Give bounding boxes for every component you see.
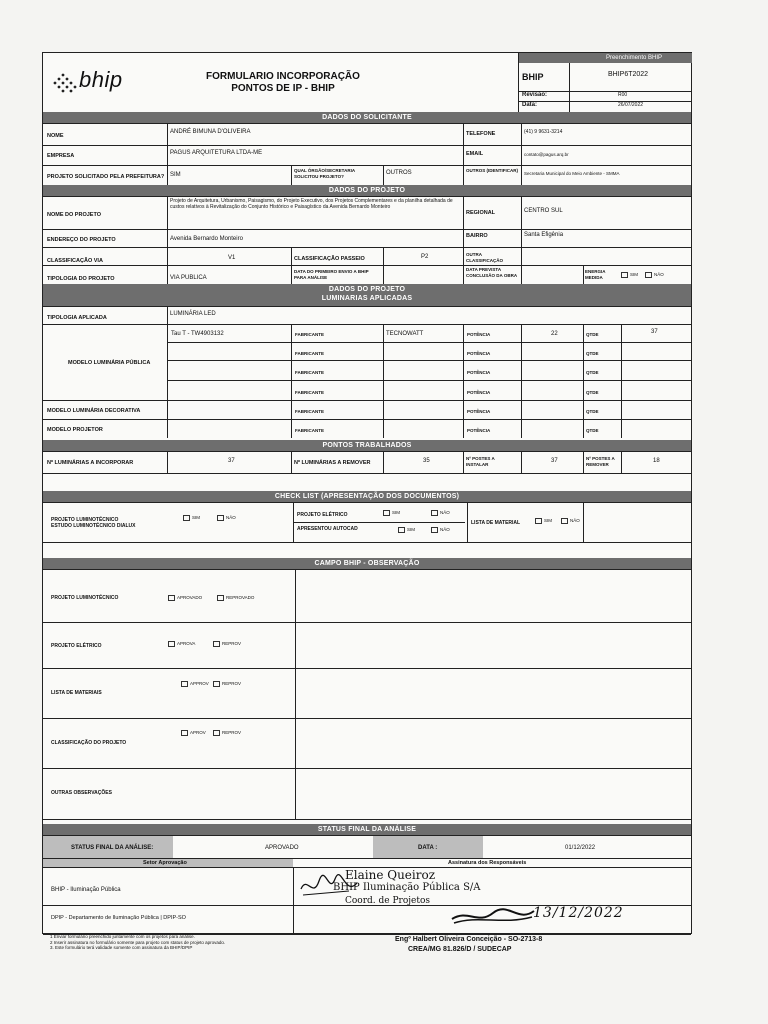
check-material-sim-box[interactable] <box>535 518 542 524</box>
stamp-halbert-crea: CREA/MG 81.826/D / SUDECAP <box>408 946 512 953</box>
instalar-value: 37 <box>551 458 558 464</box>
check-material-nao[interactable]: NÃO <box>561 518 580 524</box>
qtde-label-6: QTDE <box>586 428 599 433</box>
fab-label-6: FABRICANTE <box>295 428 324 433</box>
status-value: APROVADO <box>265 845 299 851</box>
form-sheet <box>42 52 692 934</box>
modelo-publica-label: MODELO LUMINÁRIA PÚBLICA <box>68 360 151 366</box>
qtde-label-5: QTDE <box>586 409 599 414</box>
fab-label-4: FABRICANTE <box>295 390 324 395</box>
check-lumino-nao-box[interactable] <box>217 515 224 521</box>
empresa-label: EMPRESA <box>47 153 75 159</box>
check-eletrico-sim[interactable]: SIM <box>383 510 400 516</box>
campo-materiais-approv-box[interactable] <box>181 681 188 687</box>
energia-sim-checkbox[interactable] <box>621 272 628 278</box>
campo-materiais-reprov-box[interactable] <box>213 681 220 687</box>
fab-label-3: FABRICANTE <box>295 370 324 375</box>
endereco-value: Avenida Bernardo Monteiro <box>170 236 243 242</box>
energia-nao-checkbox[interactable] <box>645 272 652 278</box>
check-lumino-label: PROJETO LUMINOTÉCNICO <box>51 517 119 523</box>
footnote-2: 2 Inserir assinatura no formulário somente para projeto com status de projeto aprovado. <box>50 939 226 945</box>
passeio-value: P2 <box>421 254 429 260</box>
row1-qtde: 37 <box>651 329 658 335</box>
incorporar-value: 37 <box>228 458 235 464</box>
check-material-label: LISTA DE MATERIAL <box>471 520 521 526</box>
via-value: V1 <box>228 255 236 261</box>
check-material-nao-box[interactable] <box>561 518 568 524</box>
row1-modelo: Tau T - TW4903132 <box>171 331 224 337</box>
campo-materiais-approv[interactable]: APPROV <box>181 681 209 687</box>
campo-eletrico-reprov[interactable]: REPROV <box>213 641 241 647</box>
row1-fabricante: TECNOWATT <box>386 331 424 337</box>
signature-halbert <box>448 905 538 927</box>
section-luminarias: DADOS DO PROJETO LUMINARIAS APLICADAS <box>43 284 691 306</box>
logo-text: bhip <box>79 67 123 92</box>
status-label: STATUS FINAL DA ANÁLISE: <box>71 845 154 851</box>
title-line-1: FORMULARIO INCORPORAÇÃO <box>206 71 360 82</box>
projeto-nome-label: NOME DO PROJETO <box>47 212 101 218</box>
campo-lumino-reprovado[interactable]: REPROVADO <box>217 595 254 601</box>
tipologia-value: VIA PUBLICA <box>170 275 207 281</box>
passeio-label: CLASSIFICAÇÃO PASSEIO <box>294 256 365 262</box>
check-material-sim[interactable]: SIM <box>535 518 552 524</box>
preenchimento-header: Preenchimento BHIP <box>519 53 692 63</box>
campo-classificacao-label: CLASSIFICAÇÃO DO PROJETO <box>51 740 127 746</box>
incorporar-label: Nº LUMINÁRIAS A INCORPORAR <box>47 460 134 466</box>
regional-value: CENTRO SUL <box>524 208 563 214</box>
footnotes <box>50 934 225 951</box>
check-autocad-label: APRESENTOU AUTOCAD <box>297 526 358 532</box>
check-autocad-sim-box[interactable] <box>398 527 405 533</box>
pot-label-4: POTÊNCIA <box>467 390 491 395</box>
stamp-elaine-role: Coord. de Projetos <box>345 896 431 906</box>
qtde-label-4: QTDE <box>586 390 599 395</box>
orgao-value: OUTROS <box>386 170 412 176</box>
campo-classificacao-aprov[interactable]: APROV <box>181 730 206 736</box>
check-estudo-label: ESTUDO LUMINOTÉCNICO DIALUX <box>51 523 136 529</box>
campo-classificacao-reprov[interactable]: REPROV <box>213 730 241 736</box>
assinatura-label: Assinatura dos Responsáveis <box>448 860 527 866</box>
status-data-label: DATA : <box>418 845 438 851</box>
code-label: BHIP <box>522 72 544 82</box>
section-solicitante: DADOS DO SOLICITANTE <box>43 112 691 123</box>
campo-eletrico-label: PROJETO ELÉTRICO <box>51 643 102 649</box>
row1-potencia: 22 <box>551 331 558 337</box>
pot-label-1: POTÊNCIA <box>467 332 491 337</box>
projeto-nome-value: Projeto de Arquitetura, Urbanismo, Paisagismo, do Projeto Executivo, dos Projetos Complementares e da planilha detalhada de custos relativos à Revitalização do Conjunto Histórico e Paisagístico da Avenida Bernardo Monteiro <box>170 198 453 210</box>
instalar-label: Nº POSTES A INSTALAR <box>466 456 495 467</box>
campo-lumino-reprovado-box[interactable] <box>217 595 224 601</box>
campo-classificacao-reprov-box[interactable] <box>213 730 220 736</box>
fab-label-5: FABRICANTE <box>295 409 324 414</box>
nome-label: NOME <box>47 133 64 139</box>
data-value: 26/07/2022 <box>618 102 644 108</box>
bairro-value: Santa Efigênia <box>524 232 564 238</box>
via-label: CLASSIFICAÇÃO VIA <box>47 258 103 264</box>
energia-label: ENERGIA MEDIDA <box>585 269 606 280</box>
check-autocad-nao-box[interactable] <box>431 527 438 533</box>
check-eletrico-nao[interactable]: NÃO <box>431 510 450 516</box>
section-status: STATUS FINAL DA ANÁLISE <box>43 824 691 835</box>
tipologia-aplicada-label: TIPOLOGIA APLICADA <box>47 315 107 321</box>
qtde-label-3: QTDE <box>586 370 599 375</box>
section-pontos: PONTOS TRABALHADOS <box>43 440 691 451</box>
email-label: EMAIL <box>466 151 484 157</box>
data-label: Data: <box>522 102 538 108</box>
dpip-setor-label: DPIP - Departamento de Iluminação Pública | DPIP-SO <box>51 915 186 921</box>
remover-label: Nº LUMINÁRIAS A REMOVER <box>294 460 371 466</box>
fab-label-2: FABRICANTE <box>295 351 324 356</box>
check-autocad-nao[interactable]: NÃO <box>431 527 450 533</box>
fab-label-1: FABRICANTE <box>295 332 324 337</box>
telefone-label: TELEFONE <box>466 131 496 137</box>
pot-label-3: POTÊNCIA <box>467 370 491 375</box>
envio-label: DATA DO PRIMEIRO ENVIO A BHIP PARA ANÁLISE <box>294 269 369 280</box>
campo-eletrico-aprova-box[interactable] <box>168 641 175 647</box>
empresa-value: PAGUS ARQUITETURA LTDA-ME <box>170 150 263 156</box>
modelo-projetor-label: MODELO PROJETOR <box>47 427 103 433</box>
pot-label-6: POTÊNCIA <box>467 428 491 433</box>
postes-remover-value: 18 <box>653 458 660 464</box>
check-lumino-sim-box[interactable] <box>183 515 190 521</box>
qtde-label-2: QTDE <box>586 351 599 356</box>
title-line-2: PONTOS DE IP - BHIP <box>231 83 335 94</box>
energia-sim[interactable]: SIM <box>621 272 638 278</box>
email-value: contato@pagus.arq.br <box>524 152 569 157</box>
form-title <box>193 71 373 95</box>
conclusao-label: DATA PREVISTA CONCLUSÃO DA OBRA <box>466 267 518 278</box>
campo-materiais-reprov[interactable]: REPROV <box>213 681 241 687</box>
outros-value: Secretaria Municipal do Meio Ambiente - SMMA <box>524 171 620 176</box>
endereco-label: ENDEREÇO DO PROJETO <box>47 237 116 243</box>
remover-value: 35 <box>423 458 430 464</box>
campo-lumino-aprovado[interactable]: APROVADO <box>168 595 202 601</box>
check-eletrico-label: PROJETO ELÉTRICO <box>297 512 348 518</box>
modelo-decorativa-label: MODELO LUMINÁRIA DECORATIVA <box>47 408 141 414</box>
campo-outras-label: OUTRAS OBSERVAÇÕES <box>51 790 112 796</box>
revisao-label: Revisão: <box>522 92 548 98</box>
section-checklist: CHECK LIST (APRESENTAÇÃO DOS DOCUMENTOS) <box>43 491 691 502</box>
campo-eletrico-reprov-box[interactable] <box>213 641 220 647</box>
outra-label: OUTRA CLASSIFICAÇÃO <box>466 252 503 263</box>
check-lumino-sim[interactable]: SIM <box>183 515 200 521</box>
telefone-value: (41) 9 9631-3214 <box>524 129 563 135</box>
setor-label: Setor Aprovação <box>143 860 187 866</box>
orgao-label: QUAL ÓRGÃO/SECRETARIA SOLICITOU PROJETO? <box>294 168 355 179</box>
nome-value: ANDRÉ BIMUNA D'OLIVEIRA <box>170 129 251 135</box>
tipologia-aplicada-value: LUMINÁRIA LED <box>170 311 216 317</box>
solicitado-label: PROJETO SOLICITADO PELA PREFEITURA? <box>47 174 165 180</box>
code-value: BHIP6T2022 <box>608 71 649 78</box>
status-data-value: 01/12/2022 <box>565 845 596 851</box>
check-eletrico-sim-box[interactable] <box>383 510 390 516</box>
stamp-elaine-name: Elaine Queiroz <box>345 868 436 882</box>
footnote-1: 1 Enviar formulário preenchido juntamente com os projetos para análise. <box>50 934 195 939</box>
revisao-value: R00 <box>618 92 628 98</box>
tipologia-label: TIPOLOGIA DO PROJETO <box>47 276 115 282</box>
campo-lumino-aprovado-box[interactable] <box>168 595 175 601</box>
bhip-logo <box>51 69 141 100</box>
check-lumino-nao[interactable]: NÃO <box>217 515 236 521</box>
check-eletrico-nao-box[interactable] <box>431 510 438 516</box>
postes-remover-label: Nº POSTES A REMOVER <box>586 456 615 467</box>
bhip-setor-label: BHIP - Iluminação Pública <box>51 887 121 893</box>
solicitado-value: SIM <box>170 172 181 178</box>
section-projeto: DADOS DO PROJETO <box>43 185 691 196</box>
outros-label: OUTROS (IDENTIFICAR) <box>466 168 518 173</box>
pot-label-5: POTÊNCIA <box>467 409 491 414</box>
campo-eletrico-aprova[interactable]: APROVA <box>168 641 195 647</box>
section-campo: CAMPO BHIP - OBSERVAÇÃO <box>43 558 691 569</box>
campo-lumino-label: PROJETO LUMINOTÉCNICO <box>51 595 119 601</box>
footnote-3: 3. Este formulário terá validade somente com assinatura da BHIP/DPIP <box>50 945 193 950</box>
check-autocad-sim[interactable]: SIM <box>398 527 415 533</box>
bairro-label: BAIRRO <box>466 233 488 239</box>
stamp-elaine-company: BHIP Iluminação Pública S/A <box>333 882 481 893</box>
campo-materiais-label: LISTA DE MATERIAIS <box>51 690 102 696</box>
regional-label: REGIONAL <box>466 210 496 216</box>
qtde-label-1: QTDE <box>586 332 599 337</box>
pot-label-2: POTÊNCIA <box>467 351 491 356</box>
campo-classificacao-aprov-box[interactable] <box>181 730 188 736</box>
stamp-halbert-name: Engº Halbert Oliveira Conceição - SO-2713-8 <box>395 936 543 943</box>
date-handwritten: 13/12/2022 <box>533 905 624 921</box>
energia-nao[interactable]: NÃO <box>645 272 664 278</box>
